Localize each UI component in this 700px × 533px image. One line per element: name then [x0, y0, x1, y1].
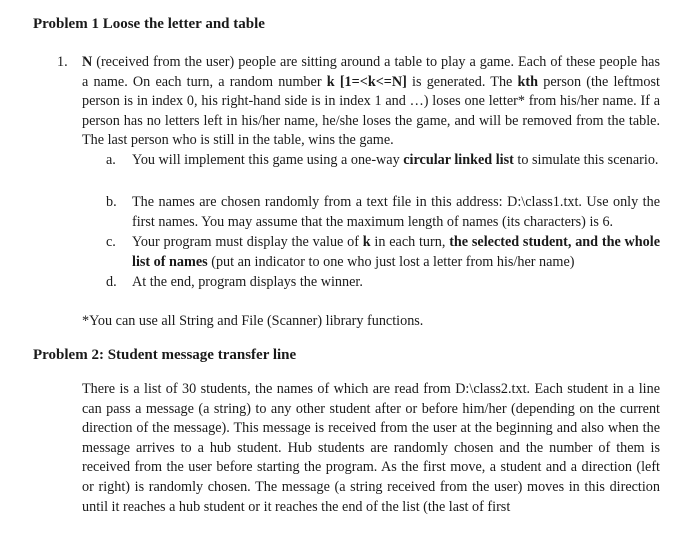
subitem-d-letter: d. [106, 274, 117, 290]
subitem-c-bold-phrase: the selected student, and the whole list of names [132, 234, 661, 270]
intro-text-1: (received from the user) people are sitting around a table to play a game. Each of these people has a name. On each turn, a random number [82, 54, 660, 90]
subitem-d [132, 273, 660, 293]
problem1-footnote: *You can use all String and File (Scanner) library functions. [82, 313, 424, 329]
subitem-a-letter: a. [106, 152, 116, 168]
subitem-d-text: At the end, program displays the winner. [132, 274, 363, 290]
problem1-item-number: 1. [57, 54, 68, 70]
subitem-b-text: The names are chosen randomly from a text file in this address: D:\class1.txt. Use only the first names. You may assume that the maximum length of names (its characters) is 6. [132, 194, 660, 230]
subitem-c-text-2: in each turn, [370, 234, 450, 250]
problem1-title: Problem 1 Loose the letter and table [33, 16, 265, 32]
subitem-b-letter: b. [106, 194, 117, 210]
intro-text-3: person (the leftmost person is in index 0, his right-hand side is in index 1 and …) loses one letter* from his/her name. If a person has no letters left in his/her name, he/she loses the game, and will be removed from the table. The last person who is still in the table, wins the game. [82, 73, 660, 149]
subitem-a-text-2: to simulate this scenario. [513, 152, 659, 168]
problem1-intro [82, 53, 660, 151]
subitem-c-bold-k: k [362, 234, 371, 250]
subitem-a-bold: circular linked list [403, 152, 514, 168]
subitem-b [132, 193, 660, 232]
subitem-c-text-3: (put an indicator to one who just lost a letter from his/her name) [207, 253, 575, 270]
subitem-a-text-1: You will implement this game using a one-way [132, 152, 404, 168]
problem2-title: Problem 2: Student message transfer line [33, 347, 297, 363]
subitem-a [132, 151, 660, 171]
subitem-c-text-1: Your program must display the value of [132, 234, 363, 250]
problem2-body: There is a list of 30 students, the names of which are read from D:\class2.txt. Each student in a line can pass a message (a string) to any other student after or before him/her (depending on the current direction of the message). This message is received from the user at the beginning and also when the message arrives to a hub student. Hub students are randomly chosen and the number of them is received from the user before starting the program. As the first move, a student and a direction (left or right) is randomly chosen. The message (a string received from the user) moves in this direction until it reaches a hub student or it reaches the end of the list (the last of first [82, 381, 660, 515]
k-bold: k [326, 73, 335, 90]
subitem-c [132, 233, 660, 272]
subitem-c-letter: c. [106, 234, 116, 250]
kth-bold: kth [517, 73, 539, 90]
intro-text-2: is generated. The [406, 73, 518, 90]
n-bold: N [82, 54, 93, 70]
k-range-bold: [1=<k<=N] [339, 73, 407, 90]
